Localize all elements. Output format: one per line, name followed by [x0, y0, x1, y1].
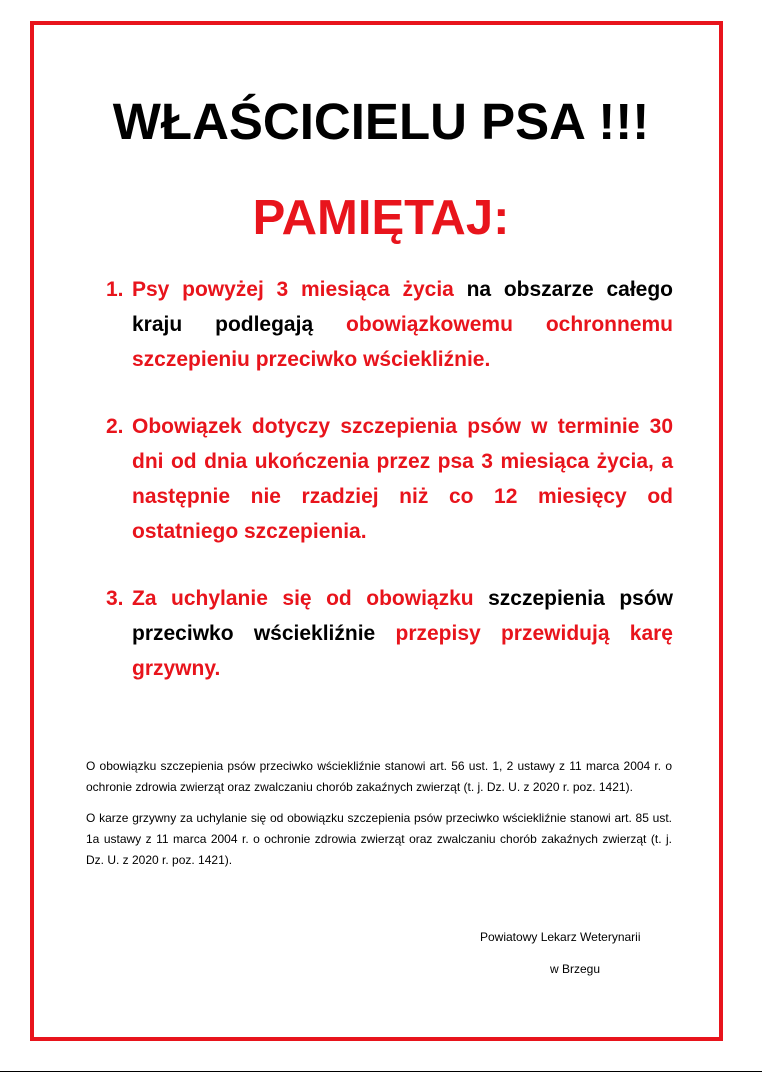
rule-text-highlight: Obowiązek dotyczy szczepienia psów w terminie 30 dni od dnia ukończenia przez psa 3 miesiąca życia, a następnie nie rzadziej niż co 12 miesięcy od ostatniego szczepienia.	[132, 415, 673, 543]
rule-number: 1.	[106, 278, 124, 301]
rule-text-highlight: przepisy przewidują karę grzywny.	[132, 622, 673, 680]
legal-notes	[86, 756, 672, 881]
rule-item-3	[106, 581, 673, 686]
rule-number: 2.	[106, 415, 124, 438]
rule-text-highlight: Za uchylanie się od obowiązku	[132, 587, 474, 610]
rule-item-1	[106, 272, 673, 377]
rule-text-highlight: Psy powyżej 3 miesiąca życia	[132, 278, 454, 301]
poster-title: WŁAŚCICIELU PSA !!!	[112, 93, 650, 150]
signature-location: w Brzegu	[550, 962, 601, 976]
rule-text-highlight: obowiązkowemu ochronnemu szczepieniu przeciwko wściekliźnie.	[132, 313, 673, 371]
rule-text	[132, 581, 673, 686]
rule-item-2	[106, 409, 673, 549]
rules-list	[106, 272, 673, 718]
rule-text	[132, 409, 673, 549]
poster-subtitle: PAMIĘTAJ:	[252, 191, 510, 245]
legal-note-2: O karze grzywny za uchylanie się od obowiązku szczepienia psów przeciwko wściekliźnie stanowi art. 85 ust. 1a ustawy z 11 marca 2004 r. o ochronie zdrowia zwierząt oraz zwalczaniu chorób zakaźnych zwierząt (t. j. Dz. U. z 2020 r. poz. 1421).	[86, 811, 672, 867]
rule-number: 3.	[106, 587, 124, 610]
page-bottom-divider	[0, 1071, 762, 1072]
rule-text	[132, 272, 673, 377]
signature-title: Powiatowy Lekarz Weterynarii	[480, 930, 641, 944]
rule-text-plain: szczepienia psów przeciwko wściekliźnie	[132, 587, 673, 645]
legal-note-1: O obowiązku szczepienia psów przeciwko wściekliźnie stanowi art. 56 ust. 1, 2 ustawy z 11 marca 2004 r. o ochronie zdrowia zwierząt oraz zwalczaniu chorób zakaźnych zwierząt (t. j. Dz. U. z 2020 r. poz. 1421).	[86, 759, 672, 794]
rule-text-plain: na obszarze całego kraju podlegają	[132, 278, 673, 336]
